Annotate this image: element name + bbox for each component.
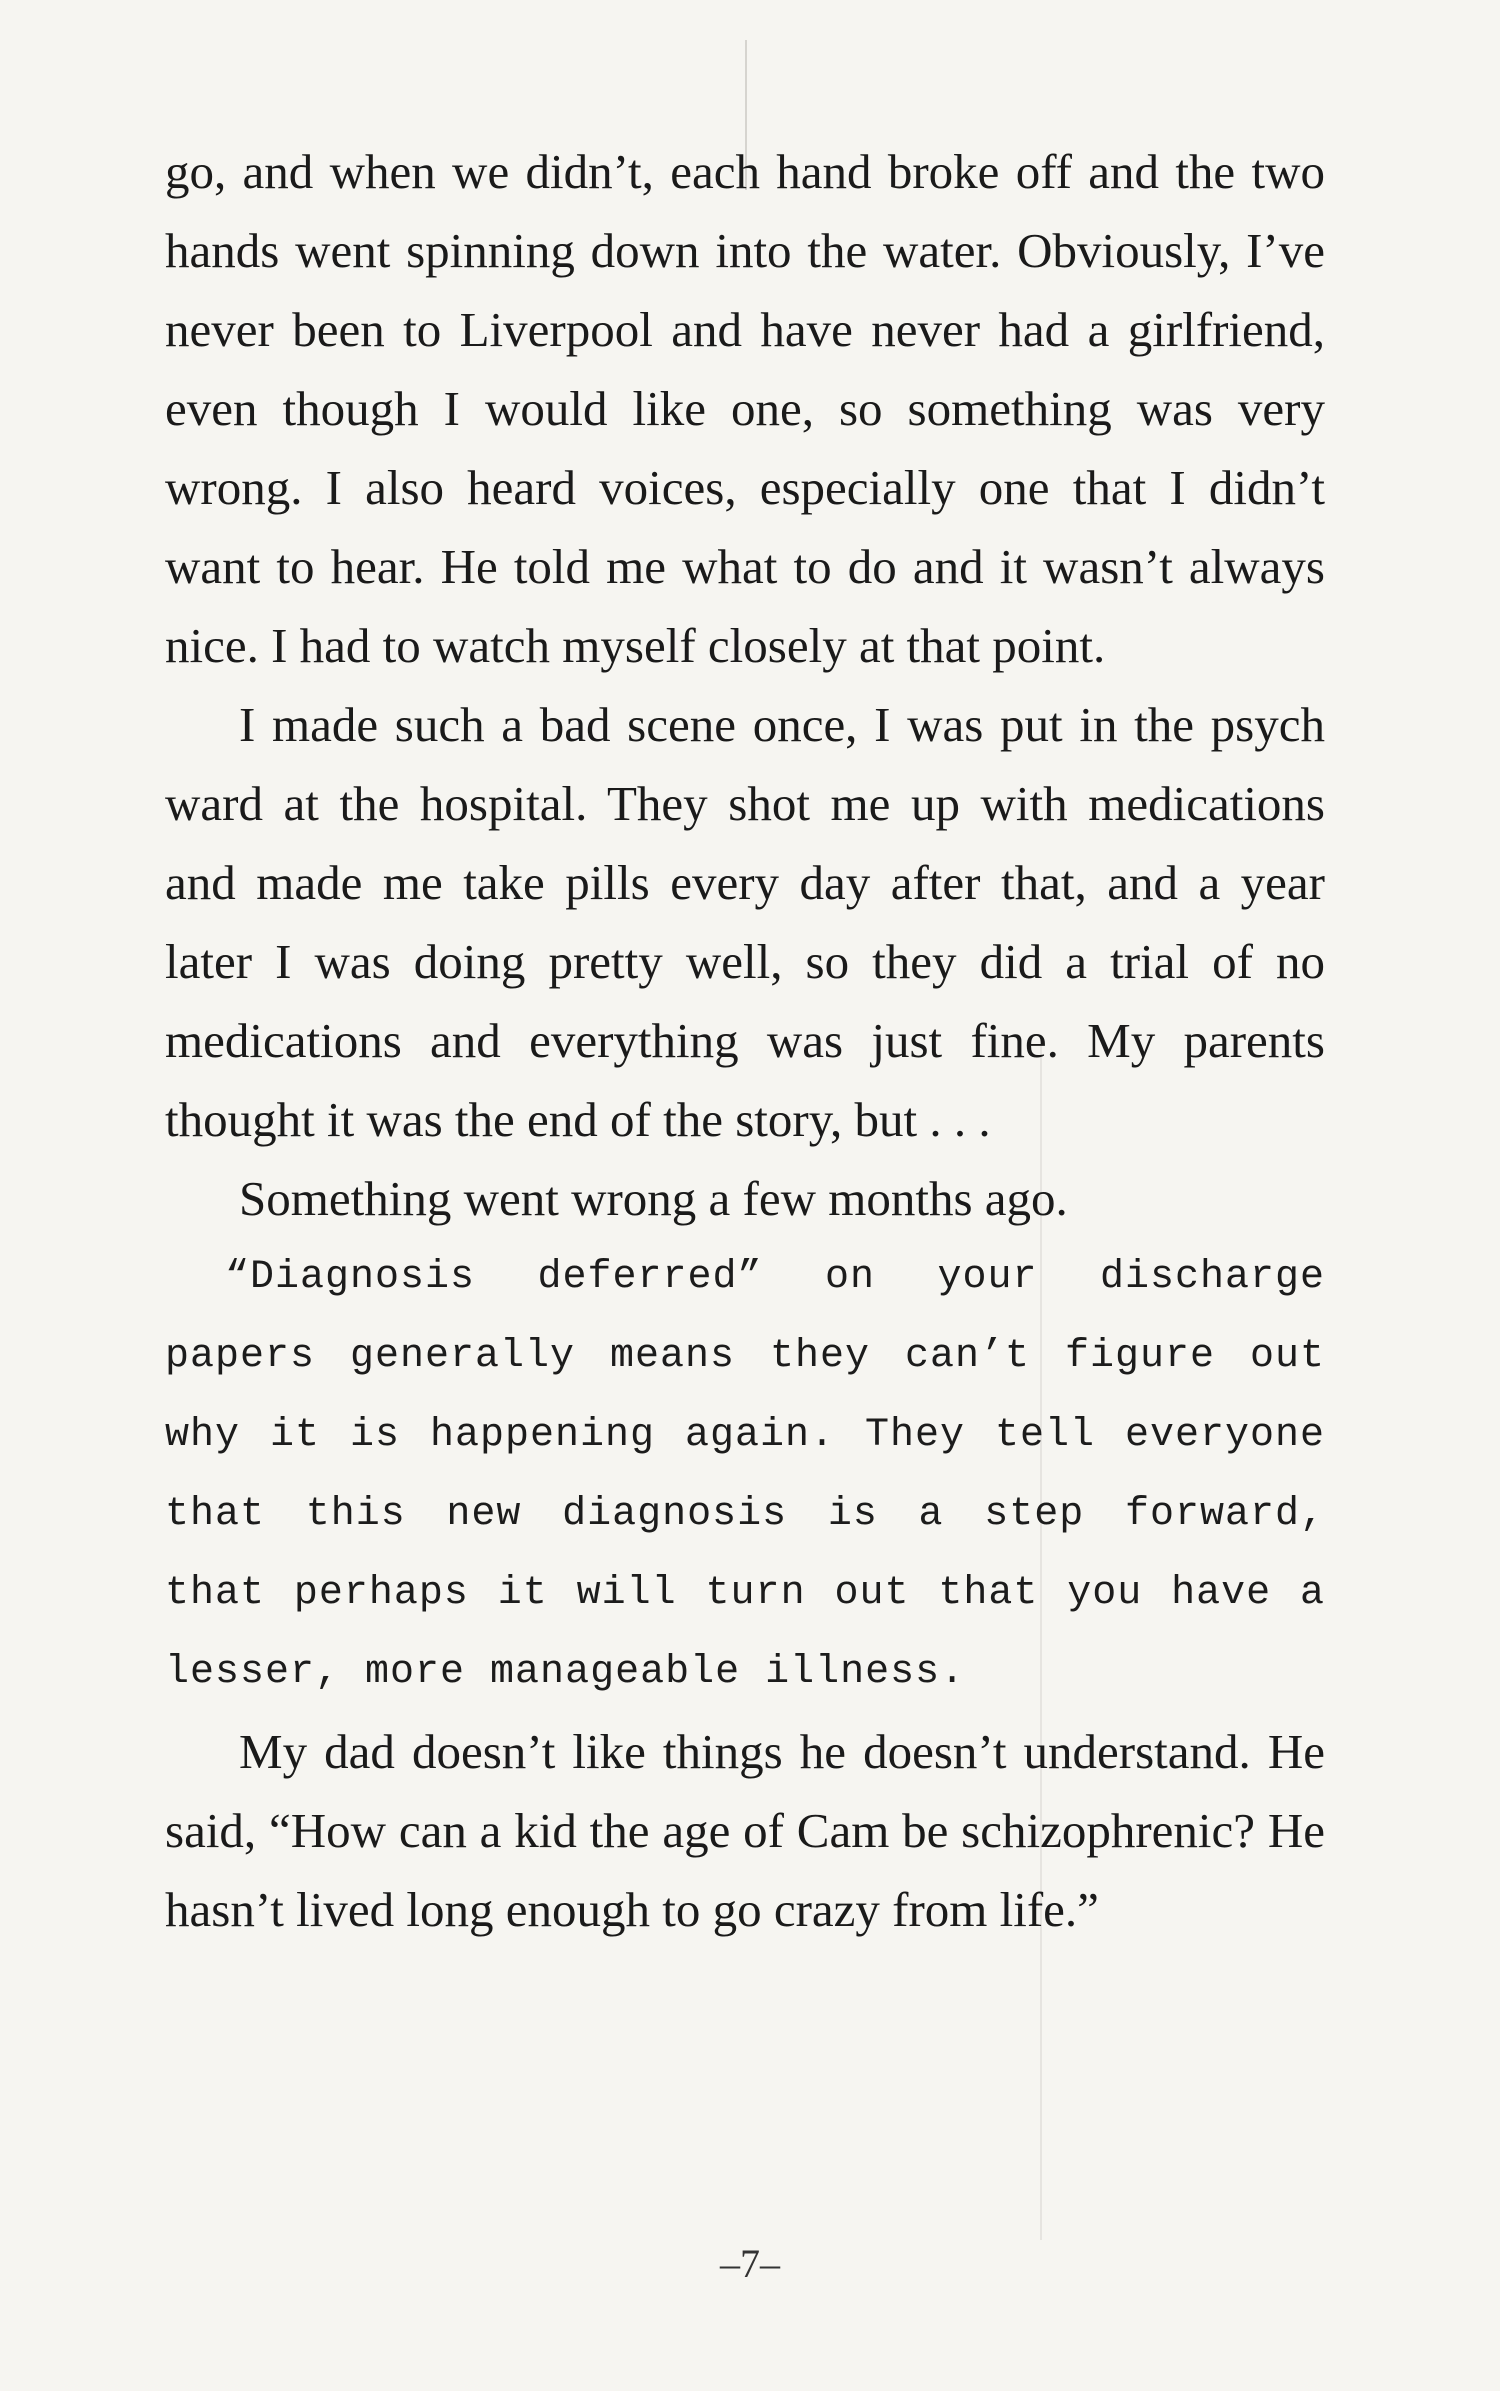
- paragraph-2: I made such a bad scene once, I was put in the psych ward at the hospital. They shot me up with medications and made me take pills every day after that, and a year later I was doing pretty well, so they did a trial of no medications and everything was just fine. My parents thought it was the end of the story, but . . .: [165, 697, 1325, 1147]
- paragraph-3: Something went wrong a few months ago.: [239, 1171, 1068, 1226]
- body-text: [165, 132, 1325, 1949]
- typewriter-paragraph: “Diagnosis deferred” on your discharge papers generally means they can’t figure out why it is happening again. They tell everyone that this new diagnosis is a step forward, that perhaps it will turn out that you have a lesser, more manageable illness.: [165, 1255, 1325, 1695]
- paragraph-1: go, and when we didn’t, each hand broke off and the two hands went spinning down into the water. Obviously, I’ve never been to Liverpool and have never had a girlfriend, even though I would like one, so something was very wrong. I also heard voices, especially one that I didn’t want to hear. He told me what to do and it wasn’t always nice. I had to watch myself closely at that point.: [165, 144, 1325, 673]
- page-number: –7–: [720, 2241, 780, 2286]
- paragraph-5: My dad doesn’t like things he doesn’t understand. He said, “How can a kid the age of Cam be schizophrenic? He hasn’t lived long enough to go crazy from life.”: [165, 1724, 1325, 1937]
